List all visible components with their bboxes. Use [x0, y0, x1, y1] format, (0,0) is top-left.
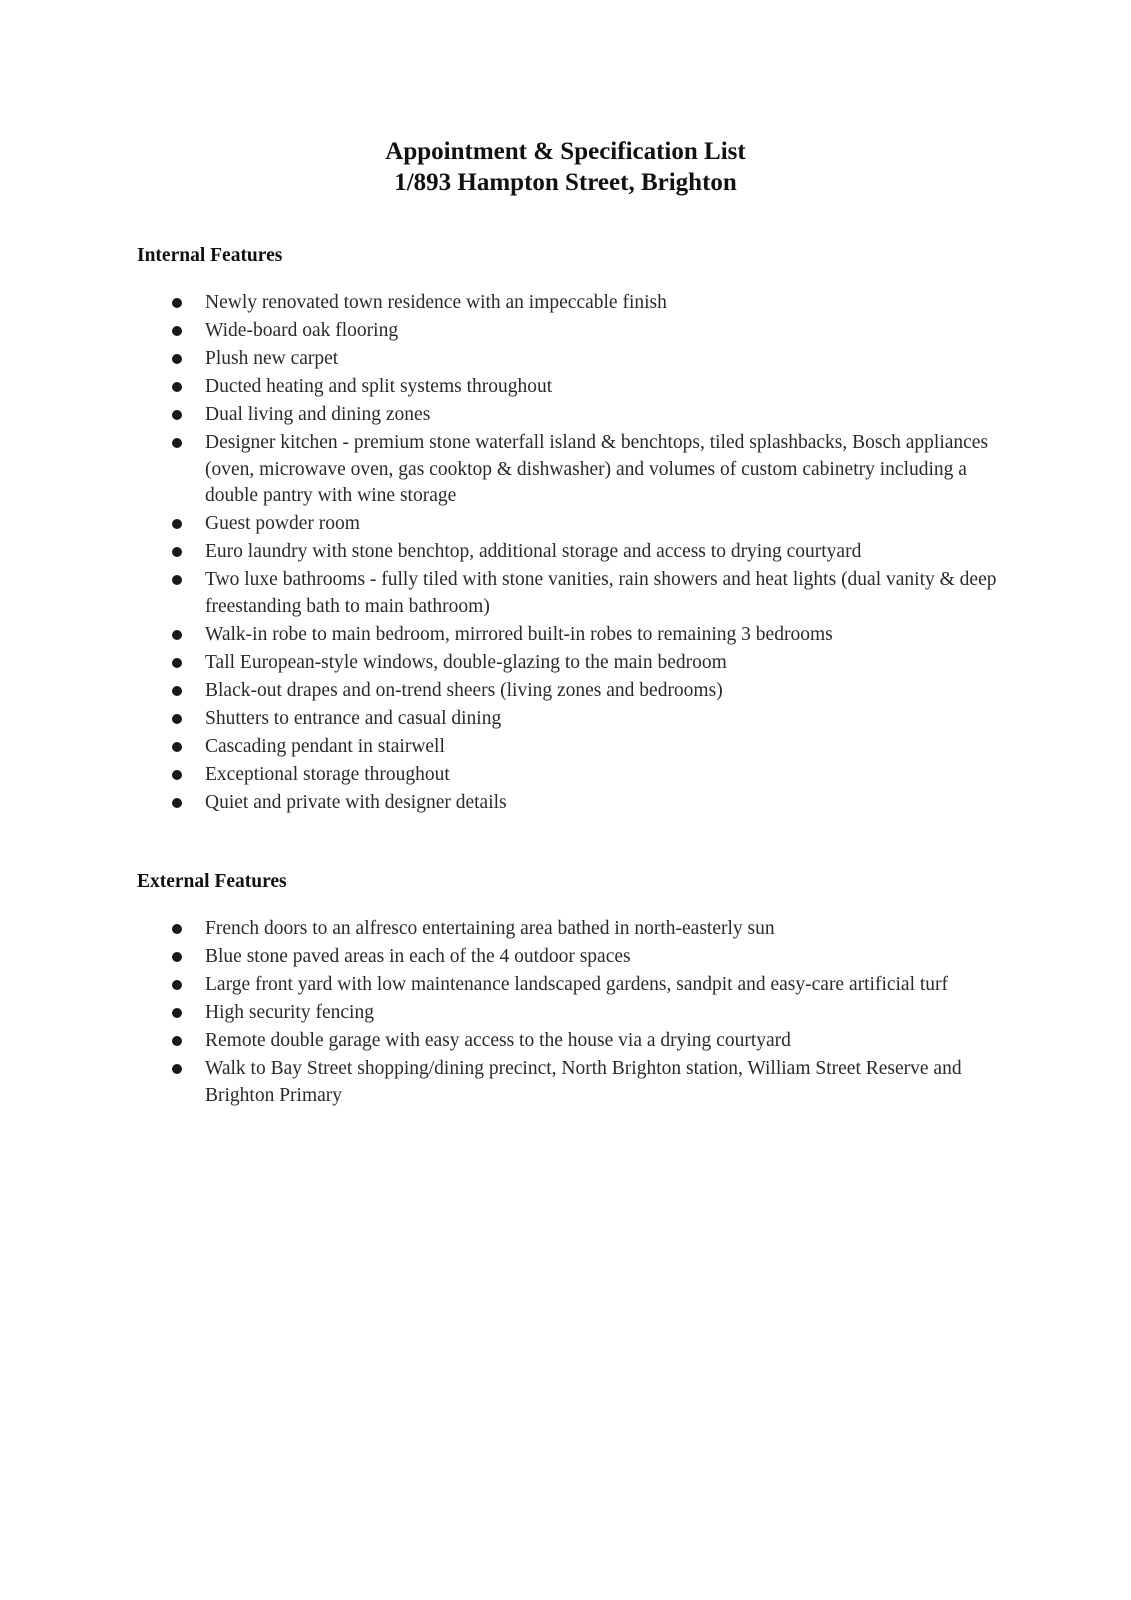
- bullet-icon: [172, 658, 182, 668]
- external-features-heading: External Features: [137, 871, 287, 892]
- feature-list-item: [137, 1000, 1017, 1027]
- feature-text: Plush new carpet: [205, 348, 339, 369]
- feature-text: French doors to an alfresco entertaining area bathed in north-easterly sun: [205, 918, 775, 939]
- feature-text: Exceptional storage throughout: [205, 763, 450, 785]
- feature-list-item: [137, 734, 1017, 761]
- bullet-icon: [172, 686, 182, 696]
- bullet-icon: [172, 354, 182, 364]
- feature-list-item: [137, 762, 1017, 789]
- feature-list-item: [137, 790, 1017, 817]
- bullet-icon: [172, 438, 182, 448]
- feature-text: Large front yard with low maintenance landscaped gardens, sandpit and easy-care artificial turf: [205, 974, 949, 995]
- feature-text: Black-out drapes and on-trend sheers (living zones and bedrooms): [205, 679, 723, 701]
- internal-features-list: [137, 290, 1017, 816]
- bullet-icon: [172, 714, 182, 724]
- bullet-icon: [172, 742, 182, 752]
- feature-text: High security fencing: [205, 1002, 374, 1023]
- feature-list-item: [137, 430, 1017, 510]
- bullet-icon: [172, 924, 182, 934]
- document-title: Appointment & Specification List: [385, 138, 746, 165]
- bullet-icon: [172, 326, 182, 336]
- feature-text: Newly renovated town residence with an impeccable finish: [205, 292, 667, 313]
- bullet-icon: [172, 630, 182, 640]
- feature-text: Guest powder room: [205, 513, 360, 534]
- feature-text: Quiet and private with designer details: [205, 791, 507, 813]
- feature-list-item: [137, 567, 1017, 620]
- bullet-icon: [172, 770, 182, 780]
- feature-text: Tall European-style windows, double-glazing to the main bedroom: [205, 651, 727, 673]
- feature-list-item: [137, 539, 1017, 566]
- bullet-icon: [172, 410, 182, 420]
- feature-list-item: [137, 511, 1017, 538]
- document-title-block: [0, 136, 1131, 198]
- feature-list-item: [137, 346, 1017, 373]
- bullet-icon: [172, 798, 182, 808]
- feature-list-item: [137, 290, 1017, 317]
- bullet-icon: [172, 952, 182, 962]
- feature-list-item: [137, 402, 1017, 429]
- feature-list-item: [137, 678, 1017, 705]
- feature-list-item: [137, 944, 1017, 971]
- external-features-section: [137, 870, 1017, 1111]
- bullet-icon: [172, 547, 182, 557]
- feature-text: Remote double garage with easy access to the house via a drying courtyard: [205, 1030, 791, 1051]
- bullet-icon: [172, 1064, 182, 1074]
- feature-text: Walk to Bay Street shopping/dining precinct, North Brighton station, William Street Reserve and Brighton Primary: [205, 1058, 962, 1106]
- feature-text: Ducted heating and split systems throughout: [205, 376, 553, 397]
- bullet-icon: [172, 575, 182, 585]
- feature-text: Designer kitchen - premium stone waterfall island & benchtops, tiled splashbacks, Bosch appliances (oven, microwave oven, gas cooktop & dishwasher) and volumes of custom cabinetry including a double pantry with wine storage: [205, 432, 989, 506]
- feature-list-item: [137, 1056, 1017, 1109]
- feature-list-item: [137, 1028, 1017, 1055]
- property-address: 1/893 Hampton Street, Brighton: [394, 169, 737, 196]
- feature-list-item: [137, 622, 1017, 649]
- feature-text: Two luxe bathrooms - fully tiled with stone vanities, rain showers and heat lights (dual vanity & deep freestanding bath to main bathroom): [205, 569, 997, 617]
- internal-features-section: [137, 244, 1017, 818]
- feature-text: Wide-board oak flooring: [205, 320, 399, 341]
- feature-text: Walk-in robe to main bedroom, mirrored built-in robes to remaining 3 bedrooms: [205, 623, 833, 645]
- feature-text: Shutters to entrance and casual dining: [205, 707, 502, 729]
- feature-list-item: [137, 374, 1017, 401]
- bullet-icon: [172, 1008, 182, 1018]
- feature-list-item: [137, 972, 1017, 999]
- feature-text: Dual living and dining zones: [205, 404, 431, 425]
- feature-list-item: [137, 318, 1017, 345]
- bullet-icon: [172, 519, 182, 529]
- feature-text: Blue stone paved areas in each of the 4 outdoor spaces: [205, 946, 631, 967]
- bullet-icon: [172, 382, 182, 392]
- feature-text: Cascading pendant in stairwell: [205, 735, 445, 757]
- feature-list-item: [137, 916, 1017, 943]
- bullet-icon: [172, 980, 182, 990]
- internal-features-heading: Internal Features: [137, 245, 283, 266]
- feature-list-item: [137, 650, 1017, 677]
- bullet-icon: [172, 1036, 182, 1046]
- feature-text: Euro laundry with stone benchtop, additional storage and access to drying courtyard: [205, 541, 862, 562]
- bullet-icon: [172, 298, 182, 308]
- external-features-list: [137, 916, 1017, 1109]
- feature-list-item: [137, 706, 1017, 733]
